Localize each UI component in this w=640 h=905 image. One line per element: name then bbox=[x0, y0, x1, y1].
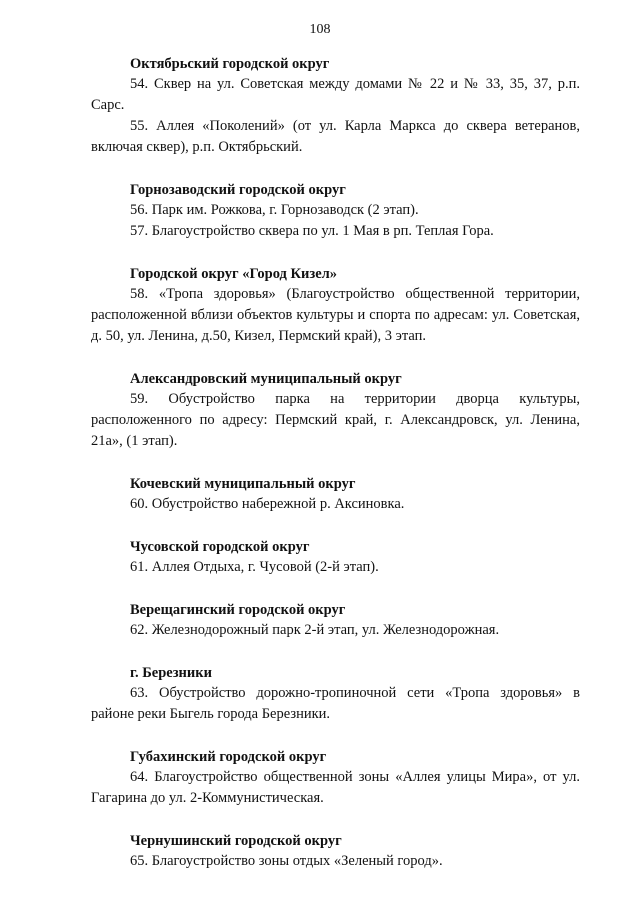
section-heading: Губахинский городской округ bbox=[130, 749, 327, 765]
section-heading: Чернушинский городской округ bbox=[130, 833, 342, 849]
list-item: 59. Обустройство парка на территории дворца культуры, расположенного по адресу: Пермский край, г. Александровск, ул. Ленина, 21а», (1 этап). bbox=[91, 391, 580, 449]
list-item: 57. Благоустройство сквера по ул. 1 Мая в рп. Теплая Гора. bbox=[130, 223, 494, 239]
list-item: 62. Железнодорожный парк 2-й этап, ул. Железнодорожная. bbox=[130, 622, 500, 638]
section-kizel bbox=[91, 264, 580, 347]
section-berezniki bbox=[91, 663, 580, 725]
list-item: 58. «Тропа здоровья» (Благоустройство общественной территории, расположенной вблизи объектов культуры и спорта по адресам: ул. Советская, д. 50, ул. Ленина, д.50, Кизел, Пермский край), 3 этап. bbox=[91, 286, 580, 344]
section-vereshchaginsky bbox=[91, 600, 580, 641]
list-item: 56. Парк им. Рожкова, г. Горнозаводск (2 этап). bbox=[130, 202, 419, 218]
section-gornozavodsky bbox=[91, 180, 580, 242]
list-item: 60. Обустройство набережной р. Аксиновка. bbox=[130, 496, 405, 512]
section-heading: Городской округ «Город Кизел» bbox=[130, 266, 338, 282]
page-number: 108 bbox=[309, 22, 331, 37]
list-item: 63. Обустройство дорожно-тропиночной сети «Тропа здоровья» в районе реки Быгель города Березники. bbox=[91, 685, 580, 722]
section-heading: Кочевский муниципальный округ bbox=[130, 476, 356, 492]
list-item: 54. Сквер на ул. Советская между домами № 22 и № 33, 35, 37, р.п. Сарс. bbox=[91, 76, 580, 113]
document-content bbox=[91, 54, 580, 894]
section-aleksandrovsky bbox=[91, 369, 580, 452]
list-item: 61. Аллея Отдыха, г. Чусовой (2-й этап). bbox=[130, 559, 379, 575]
section-gubakhinsky bbox=[91, 747, 580, 809]
section-heading: Октябрьский городской округ bbox=[130, 56, 330, 72]
section-heading: Горнозаводский городской округ bbox=[130, 182, 346, 198]
section-heading: Верещагинский городской округ bbox=[130, 602, 346, 618]
section-oktyabrsky bbox=[91, 54, 580, 158]
section-heading: Чусовской городской округ bbox=[130, 539, 310, 555]
section-heading: Александровский муниципальный округ bbox=[130, 371, 402, 387]
list-item: 65. Благоустройство зоны отдых «Зеленый город». bbox=[130, 853, 443, 869]
section-chusovskoy bbox=[91, 537, 580, 578]
list-item: 64. Благоустройство общественной зоны «Аллея улицы Мира», от ул. Гагарина до ул. 2-Коммунистическая. bbox=[91, 769, 580, 806]
section-chernushinsky bbox=[91, 831, 580, 872]
section-kochevsky bbox=[91, 474, 580, 515]
section-heading: г. Березники bbox=[130, 665, 212, 681]
list-item: 55. Аллея «Поколений» (от ул. Карла Маркса до сквера ветеранов, включая сквер), р.п. Октябрьский. bbox=[91, 118, 580, 155]
